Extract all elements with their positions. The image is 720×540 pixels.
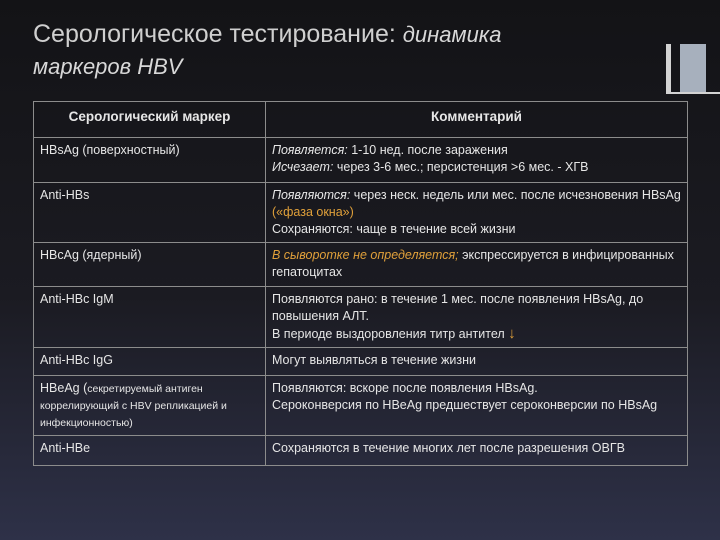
comment-text: через 3-6 мес.; персистенция >6 мес. - ХГВ bbox=[333, 160, 589, 174]
marker-cell bbox=[34, 243, 266, 287]
marker-name: Anti-HBc IgM bbox=[40, 292, 114, 306]
comment-line bbox=[272, 221, 681, 238]
comment-cell bbox=[266, 243, 688, 287]
comment-text: Появляются рано: в течение 1 мес. после появления HBsAg, до повышения АЛТ. bbox=[272, 292, 644, 323]
marker-cell bbox=[34, 138, 266, 183]
decor-bar-left bbox=[666, 44, 671, 94]
marker-name: Anti-HBe bbox=[40, 441, 91, 455]
comment-text: экспрессируется в инфицированных гепатоцитах bbox=[272, 248, 674, 279]
decor-bar-horizontal bbox=[666, 92, 720, 94]
table-header-row bbox=[34, 102, 688, 138]
marker-cell bbox=[34, 436, 266, 466]
marker-description: секретируемый антиген коррелирующий с HBV репликацией и инфекционностью) bbox=[40, 383, 227, 429]
comment-text: В периоде выздоровления титр антител bbox=[272, 327, 509, 341]
marker-cell bbox=[34, 287, 266, 348]
comment-cell bbox=[266, 348, 688, 376]
comment-text: Сероконверсия по HBeAg предшествует сероконверсии по HBsAg bbox=[272, 398, 658, 412]
marker-name: Anti-HBc IgG bbox=[40, 353, 113, 367]
comment-cell bbox=[266, 376, 688, 436]
comment-line bbox=[272, 325, 681, 343]
comment-text: через неск. недель или мес. после исчезновения HBsAg bbox=[350, 188, 681, 202]
comment-text: 1-10 нед. после заражения bbox=[347, 143, 508, 157]
comment-label: Появляется: bbox=[272, 143, 348, 157]
comment-cell bbox=[266, 436, 688, 466]
comment-line bbox=[272, 159, 681, 176]
comment-text: Могут выявляться в течение жизни bbox=[272, 353, 477, 367]
header-comment: Комментарий bbox=[266, 102, 688, 138]
comment-line bbox=[272, 397, 681, 414]
comment-cell bbox=[266, 138, 688, 183]
comment-line bbox=[272, 291, 681, 325]
slide-title bbox=[33, 18, 653, 51]
marker-cell bbox=[34, 183, 266, 243]
serology-table bbox=[33, 101, 688, 466]
marker-cell bbox=[34, 348, 266, 376]
table-row bbox=[34, 287, 688, 348]
table-row bbox=[34, 183, 688, 243]
comment-highlight: («фаза окна») bbox=[272, 205, 354, 219]
comment-label: Появляются: bbox=[272, 188, 351, 202]
slide-title-line2: маркеров HBV bbox=[33, 54, 183, 79]
comment-line bbox=[272, 380, 681, 397]
decor-bar-right bbox=[680, 44, 706, 94]
header-marker: Серологический маркер bbox=[34, 102, 266, 138]
comment-line bbox=[272, 187, 681, 221]
comment-highlight: В сыворотке не определяется; bbox=[272, 248, 459, 262]
table-row bbox=[34, 376, 688, 436]
down-arrow-icon: ↓ bbox=[508, 325, 516, 342]
marker-name: HBsAg (поверхностный) bbox=[40, 143, 180, 157]
comment-text: Появляются: вскоре после появления HBsAg. bbox=[272, 381, 538, 395]
slide-title-part2: динамика bbox=[402, 22, 502, 47]
slide-title-part1: Серологическое тестирование: bbox=[33, 20, 403, 48]
marker-name: HBcAg (ядерный) bbox=[40, 248, 142, 262]
comment-line bbox=[272, 142, 681, 159]
comment-text: Сохраняются: чаще в течение всей жизни bbox=[272, 222, 516, 236]
table-row bbox=[34, 138, 688, 183]
comment-cell bbox=[266, 287, 688, 348]
comment-line bbox=[272, 247, 681, 281]
comment-text: Сохраняются в течение многих лет после разрешения ОВГВ bbox=[272, 441, 625, 455]
table-row bbox=[34, 243, 688, 287]
marker-cell bbox=[34, 376, 266, 436]
comment-cell bbox=[266, 183, 688, 243]
table-row bbox=[34, 436, 688, 466]
comment-line bbox=[272, 352, 681, 369]
comment-label: Исчезает: bbox=[272, 160, 334, 174]
marker-name: Anti-HBs bbox=[40, 188, 90, 202]
marker-name: HBeAg ( bbox=[40, 381, 88, 395]
comment-line bbox=[272, 440, 681, 457]
table-row bbox=[34, 348, 688, 376]
